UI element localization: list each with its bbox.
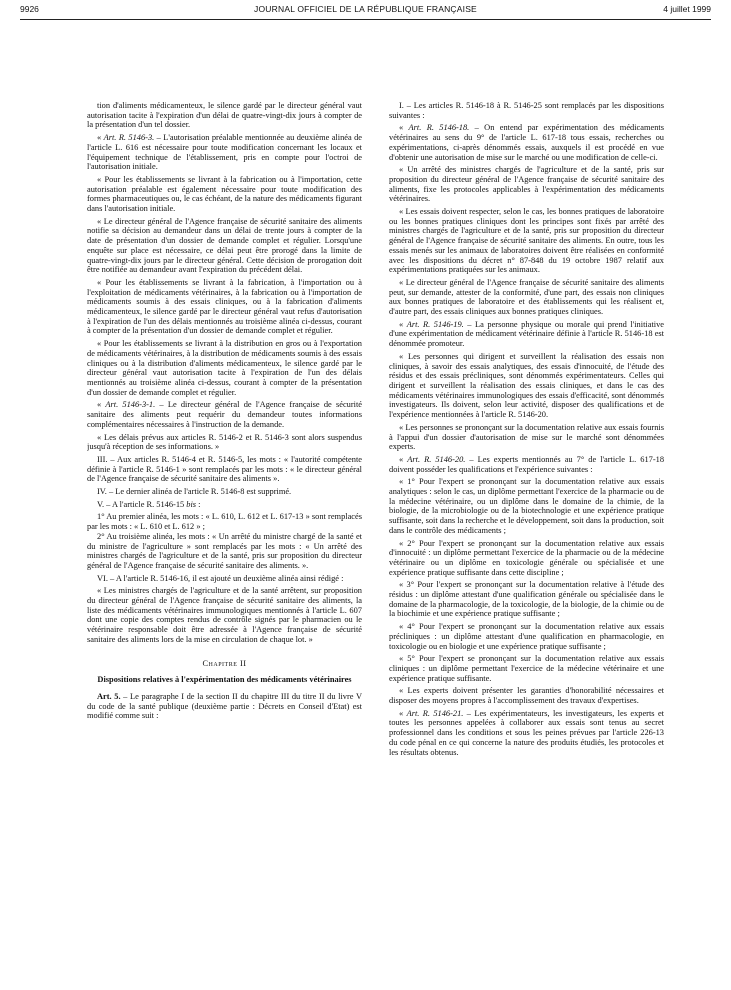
paragraph-text: – La personne physique ou morale qui prend l'initiative d'une expérimentation de médicament vétérinaire définie à l'article R. 5146-18 est dénommée promoteur. bbox=[389, 319, 664, 349]
paragraph: « Pour les établissements se livrant à la fabrication, à l'importation ou à l'exploitation de médicaments vétérinaires, à la fabrication ou à l'importation de médicaments soumis à des essais cliniques, ou à la fabrication d'aliments médicamenteux, le silence gardé par le directeur général vaut refus d'autorisation à l'expiration de l'un des délais mentionnés au troisième alinéa ci-dessus, courant à compter de la présentation d'un dossier de demande complet et régulier. bbox=[87, 277, 362, 336]
page-number: 9926 bbox=[20, 4, 39, 14]
paragraph: « 5° Pour l'expert se prononçant sur la documentation relative aux essais cliniques : un diplôme permettant l'exercice de la médecine vétérinaire et une expérience pratique suffisante. bbox=[389, 654, 664, 683]
paragraph: « 4° Pour l'expert se prononçant sur la documentation relative aux essais précliniques : un diplôme attestant d'une qualification en pharmacologie, en toxicologie ou en biologie et une expérience pratique suffisante ; bbox=[389, 622, 664, 651]
article-paragraph bbox=[87, 133, 362, 172]
paragraph: « Pour les établissements se livrant à la fabrication ou à l'importation, cette autorisation préalable est également nécessaire pour toute modification des formes pharmaceutiques ou, le cas échéant, de la nature des médicaments figurant dans l'autorisation initiale. bbox=[87, 174, 362, 214]
paragraph: « 3° Pour l'expert se prononçant sur la documentation relative à l'étude des résidus : un diplôme attestant d'une qualification générale ou spécialisée dans le domaine de la pharmacologie, de la toxicologie, de la biologie, de la chimie ou de la biochimie et une expérience pratique suffisante ; bbox=[389, 580, 664, 619]
paragraph-text: – Le paragraphe I de la section II du chapitre III du titre II du livre V du code de la santé publique (deuxième partie : Décrets en Conseil d'Etat) est modifié comme suit : bbox=[87, 691, 362, 721]
quote-mark: « bbox=[399, 123, 409, 133]
paragraph: « Les experts doivent présenter les garanties d'honorabilité nécessaires et disposer des moyens propres à l'accomplissement des travaux d'expertises. bbox=[389, 686, 664, 706]
paragraph-text: : bbox=[196, 499, 201, 509]
paragraph: « Les ministres chargés de l'agriculture et de la santé arrêtent, sur proposition du directeur général de l'Agence française de sécurité sanitaire des aliments, la liste des médicaments vétérinaires immunologiques mentionnés à l'article L. 607 dont une copie des comptes rendus de contrôle signés par le pharmacien ou le vétérinaire responsable doit être adressée à l'Agence française de sécurité sanitaire des aliments lors de la mise en circulation de chaque lot. » bbox=[87, 586, 362, 644]
page-header bbox=[20, 4, 711, 18]
article-reference: Art. R. 5146-3. bbox=[103, 133, 155, 143]
paragraph bbox=[87, 500, 362, 510]
paragraph: « Un arrêté des ministres chargés de l'agriculture et de la santé, pris sur proposition du directeur général de l'Agence française de sécurité sanitaire des aliments, fixe les protocoles applicables à l'expérimentation des médicaments vétérinaires. bbox=[389, 165, 664, 204]
article-paragraph bbox=[389, 123, 664, 162]
article-reference: Art. R. 5146-20. bbox=[407, 454, 466, 464]
paragraph: 2° Au troisième alinéa, les mots : « Un arrêté du ministre chargé de la santé et du ministre de l'agriculture » sont remplacés par les mots : « Un arrêté des ministres chargés de l'agriculture et de la santé, pris sur proposition du directeur général de l'Agence française de sécurité sanitaire des aliments. ». bbox=[87, 531, 362, 570]
paragraph: « Les personnes se prononçant sur la documentation relative aux essais fournis à l'appui d'un dossier d'autorisation de mise sur le marché sont dénommées experts. bbox=[389, 422, 664, 452]
article-reference: Art. R. 5146-19. bbox=[406, 319, 464, 329]
right-text-column bbox=[389, 101, 664, 986]
article-paragraph bbox=[87, 692, 362, 721]
paragraph: III. – Aux articles R. 5146-4 et R. 5146-5, les mots : « l'autorité compétente définie à l'article R. 5146-1 » sont remplacés par les mots : « le directeur général de l'Agence française de sécurité sanitaire des aliments ». bbox=[87, 454, 362, 484]
paragraph: IV. – Le dernier alinéa de l'article R. 5146-8 est supprimé. bbox=[97, 487, 292, 497]
paragraph: 1° Au premier alinéa, les mots : « L. 610, L. 612 et L. 617-13 » sont remplacés par les mots : « L. 610 et L. 612 » ; bbox=[87, 512, 362, 532]
paragraph-text: – Le directeur général de l'Agence française de sécurité sanitaire des aliments peut requérir du demandeur toutes informations complémentaires nécessaires à l'instruction de la demande. bbox=[87, 400, 362, 429]
journal-title: JOURNAL OFFICIEL DE LA RÉPUBLIQUE FRANÇAISE bbox=[254, 4, 477, 14]
chapter-title: Dispositions relatives à l'expérimentation des médicaments vétérinaires bbox=[97, 675, 352, 685]
article-paragraph bbox=[87, 400, 362, 429]
publication-date: 4 juillet 1999 bbox=[663, 4, 711, 14]
paragraph: « Le directeur général de l'Agence française de sécurité sanitaire des aliments peut, sur demande, attester de la conformité, d'une part, des essais non cliniques aux bonnes pratiques de laboratoire et des établissements qui les réalisent et, d'autre part, des essais cliniques aux bonnes pratiques cliniques. bbox=[389, 277, 664, 317]
article-paragraph bbox=[389, 455, 664, 474]
quote-mark: « bbox=[399, 454, 408, 464]
paragraph: I. – Les articles R. 5146-18 à R. 5146-25 sont remplacés par les dispositions suivantes : bbox=[389, 101, 664, 120]
quote-mark: « bbox=[399, 708, 407, 718]
paragraph: « Le directeur général de l'Agence française de sécurité sanitaire des aliments notifie sa décision au demandeur dans un délai de trente jours à compter de la date de présentation d'un dossier de demande complet et régulier. Lorsqu'une enquête sur place est nécessaire, ce délai peut être prorogé dans la limite de quatre-vingt-dix jours par le directeur général. Cette décision de prorogation doit être notifiée au demandeur avant l'expiration du précédent délai. bbox=[87, 216, 362, 275]
paragraph-text: – Les expérimentateurs, les investigateurs, les experts et toutes les personnes appelées à collaborer aux essais sont tenus au secret professionnel dans les conditions et sous les peines prévues par l'article 226-13 du code pénal en ce qui concerne la nature des produits étudiés, les protocoles et les résultats obtenus. bbox=[389, 708, 664, 757]
paragraph: « Les délais prévus aux articles R. 5146-2 et R. 5146-3 sont alors suspendus jusqu'à réception de ses informations. » bbox=[87, 432, 362, 452]
left-text-column bbox=[87, 101, 362, 986]
paragraph: « Pour les établissements se livrant à la distribution en gros ou à l'exportation de médicaments vétérinaires, à la distribution de médicaments soumis à des essais cliniques ou à la distribution d'aliments médicamenteux, le silence gardé par le directeur général vaut autorisation tacite à l'expiration de l'un des délais mentionnés au troisième alinéa ci-dessus, courant à compter de la présentation d'un dossier de demande complet et régulier. bbox=[87, 339, 362, 397]
paragraph: « 2° Pour l'expert se prononçant sur la documentation relative aux essais d'innocuité : un diplôme permettant l'exercice de la pharmacie ou de la médecine vétérinaire ou un diplôme en toxicologie générale ou spécialisée et une expérience pratique suffisante dans cette discipline ; bbox=[389, 538, 664, 577]
quote-mark: « bbox=[97, 400, 106, 410]
article-paragraph bbox=[389, 320, 664, 349]
paragraph-text: – Les experts mentionnés au 7° de l'article L. 617-18 doivent posséder les qualifications et l'expérience suivantes : bbox=[389, 454, 664, 474]
article-reference: Art. R. 5146-18. bbox=[408, 123, 470, 133]
paragraph: « Les essais doivent respecter, selon le cas, les bonnes pratiques de laboratoire ou les bonnes pratiques cliniques dont les principes sont fixés par arrêté des ministres chargés de l'agriculture et de la santé, pris sur proposition du directeur général de l'Agence française de sécurité sanitaire des aliments. En outre, tous les essais menés sur les animaux de laboratoires doivent être réalisées en conformité avec les dispositions du décret n° 87-848 du 19 octobre 1987 relatif aux expérimentations pratiquées sur les animaux. bbox=[389, 207, 664, 275]
quote-mark: « bbox=[97, 133, 104, 143]
paragraph: VI. – A l'article R. 5146-16, il est ajouté un deuxième alinéa ainsi rédigé : bbox=[97, 573, 344, 583]
paragraph: tion d'aliments médicamenteux, le silence gardé par le directeur général vaut autorisation tacite à l'expiration d'un délai de quatre-vingt-dix jours à compter de la présentation d'un tel dossier. bbox=[87, 101, 362, 130]
paragraph: « Les personnes qui dirigent et surveillent la réalisation des essais non cliniques, à savoir des essais analytiques, des essais d'innocuité, de l'étude des résidus et des essais précliniques, sont dénommés expérimentateurs. Celles qui dirigent et surveillent la réalisation des essais cliniques, et dans le cas des médicaments vétérinaires immunologiques des essais d'efficacité, sont dénommés investigateurs. Ils doivent, selon leur activité, disposer des qualifications et de l'expérience mentionnées à l'article R. 5146-20. bbox=[389, 351, 664, 420]
header-rule bbox=[20, 19, 711, 20]
article-paragraph bbox=[389, 709, 664, 758]
quote-mark: « bbox=[399, 319, 407, 329]
paragraph-text: – On entend par expérimentation des médicaments vétérinaires au sens du 9° de l'article L. 617-18 tous essais, recherches ou expérimentations, ci-après dénommés essais, auxquels il est procédé en vue d'obtenir une autorisation de mise sur le marché ou une modification de celle-ci. bbox=[389, 123, 664, 162]
chapter-heading: Chapitre II bbox=[202, 658, 247, 668]
paragraph: « 1° Pour l'expert se prononçant sur la documentation relative aux essais analytiques : selon le cas, un diplôme permettant l'exercice de la pharmacie ou de la médecine vétérinaire, ou un diplôme dans le domaine de la chimie, de la biologie, de la microbiologie ou de la biotechnologie et une expérience pratique suffisante, soit dans la recherche et le développement, soit dans la production, soit dans le contrôle des médicaments ; bbox=[389, 477, 664, 535]
paragraph-text: V. – A l'article R. 5146-15 bbox=[97, 499, 187, 509]
article-reference: Art. R. 5146-21. bbox=[406, 708, 464, 718]
article-reference: Art. 5. bbox=[97, 691, 121, 701]
article-reference: Art. 5146-3-1. bbox=[105, 400, 156, 410]
paragraph-text: – L'autorisation préalable mentionnée au deuxième alinéa de l'article L. 616 est nécessaire pour toute modification concernant les locaux et l'équipement technique de l'établissement, pris en compte pour l'octroi de l'autorisation initiale. bbox=[87, 133, 362, 172]
bis-label: bis bbox=[186, 499, 197, 509]
